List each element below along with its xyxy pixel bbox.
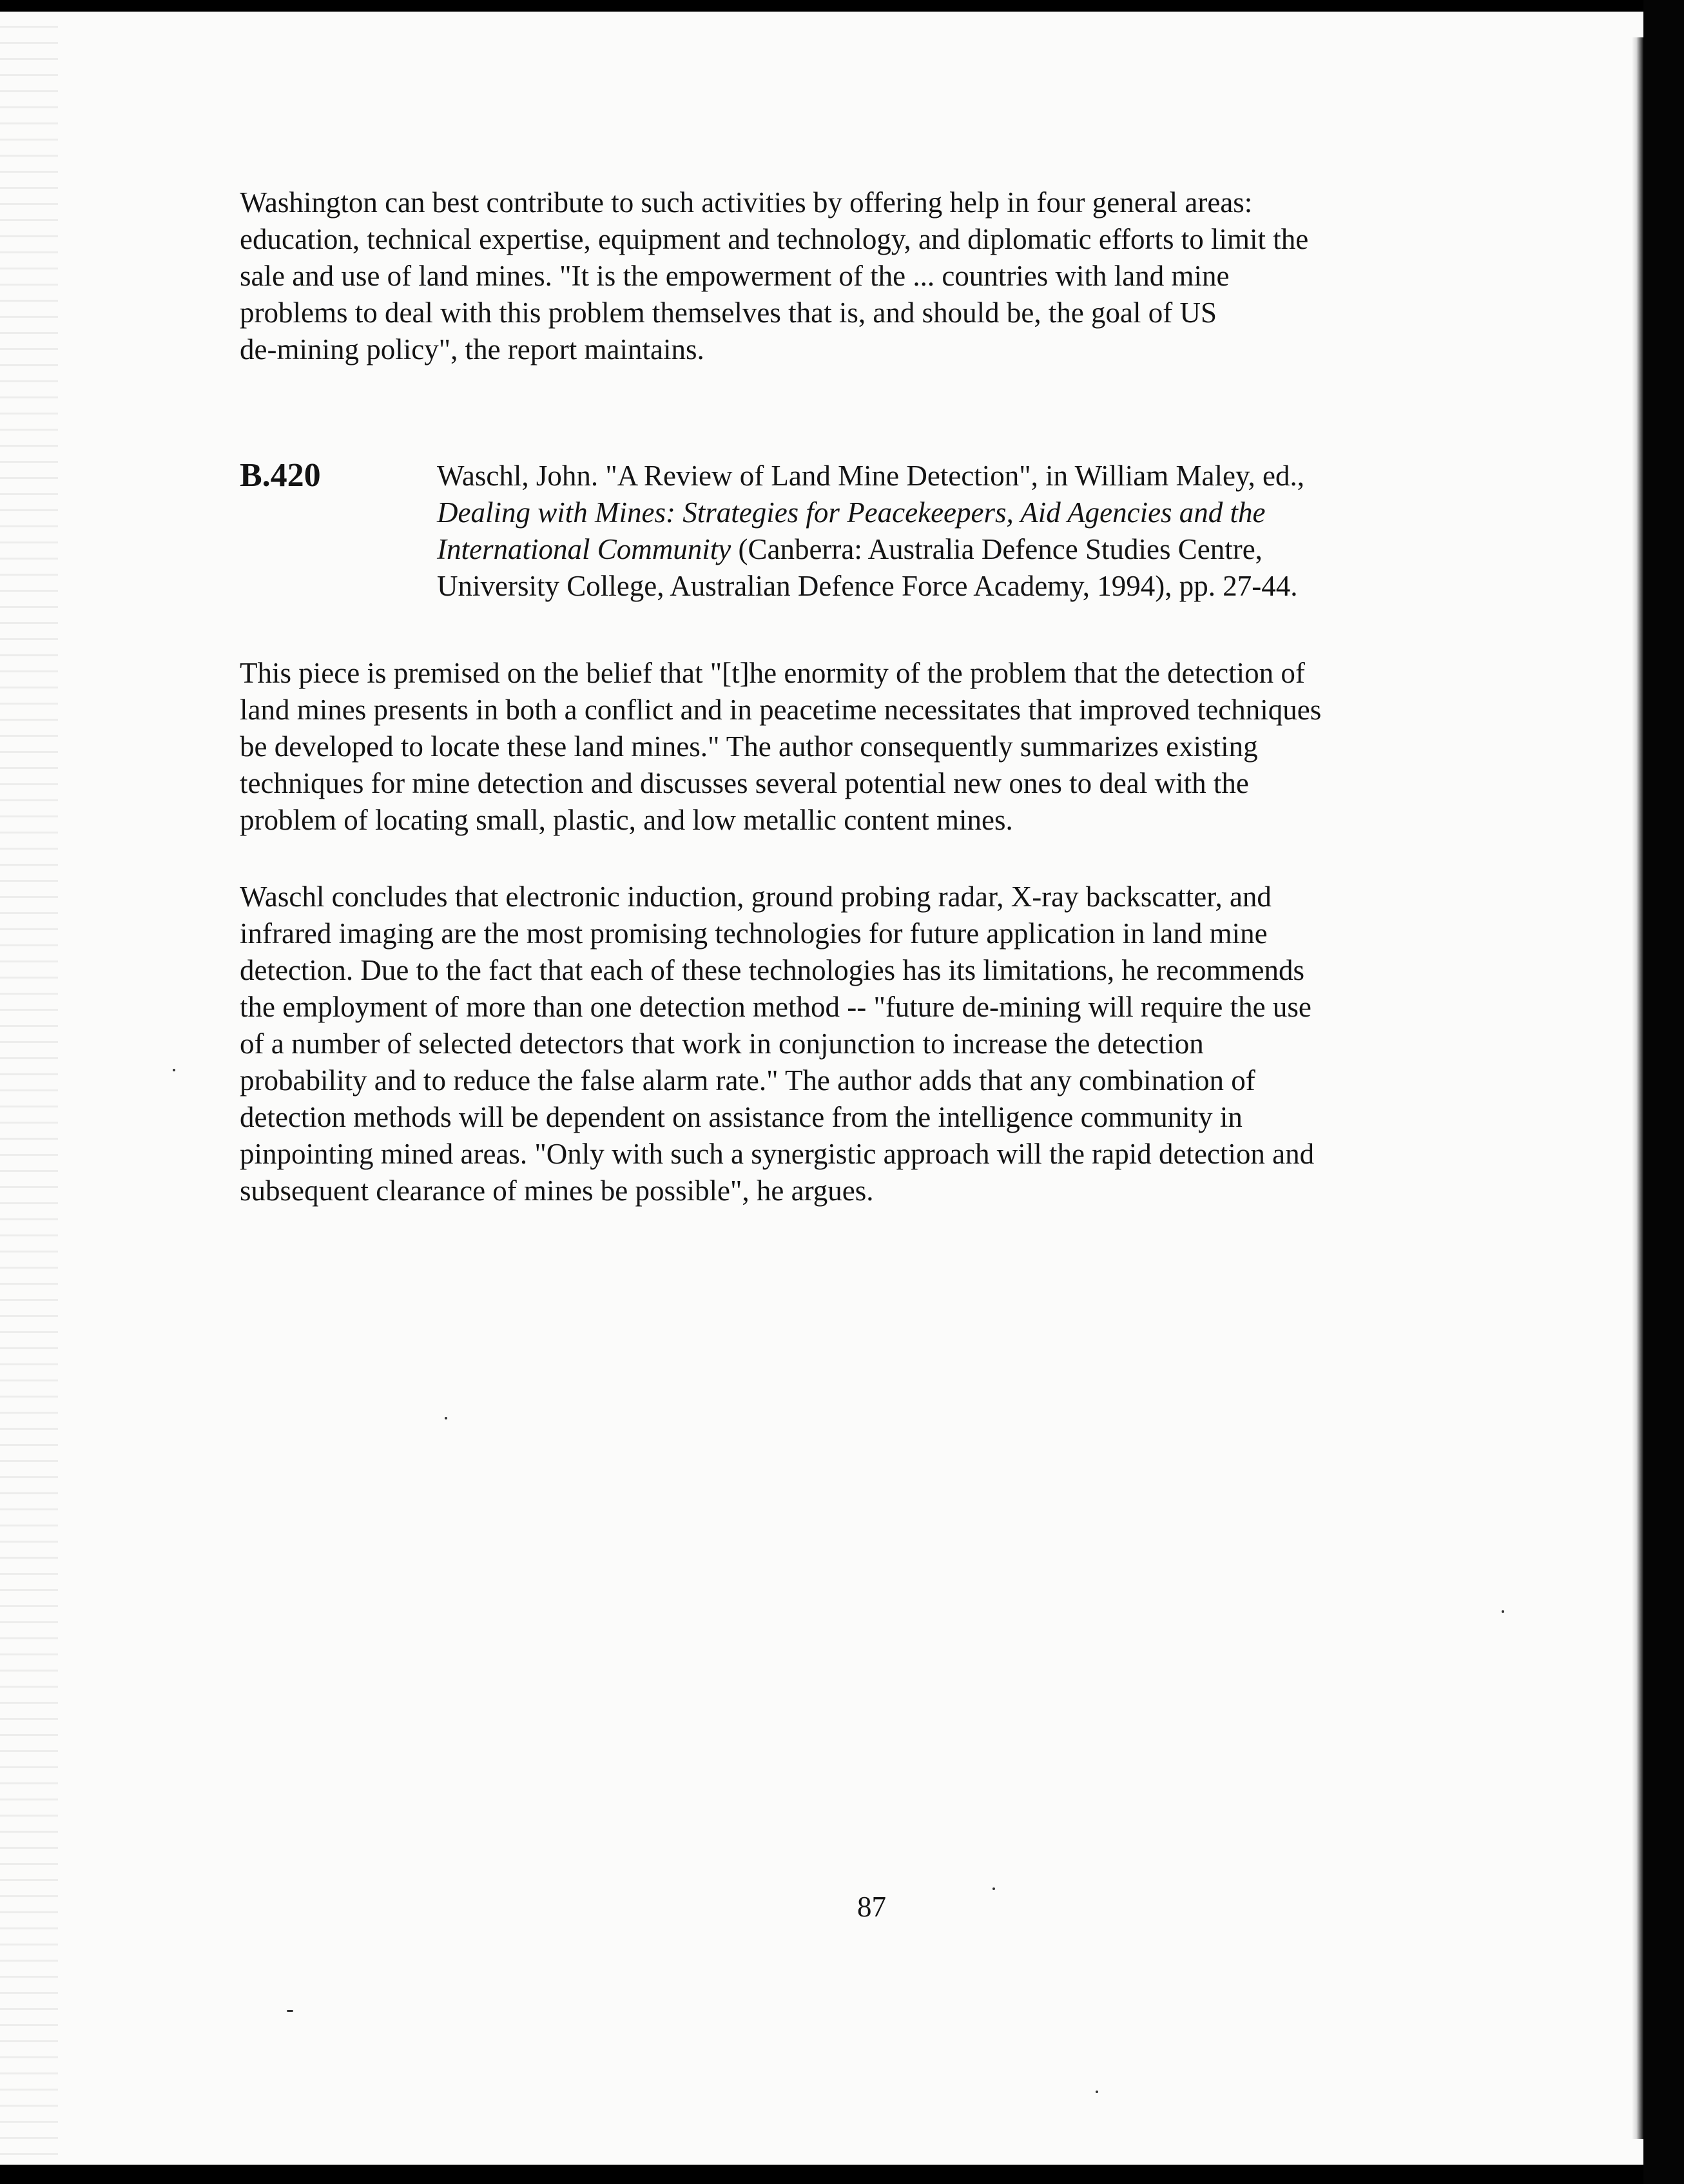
text-line: de-mining policy", the report maintains. <box>240 333 704 366</box>
text-line: subsequent clearance of mines be possible", he argues. <box>240 1175 874 1207</box>
entry-citation <box>437 458 1304 605</box>
book-spine-shadow <box>1632 37 1643 2139</box>
scan-left-edge <box>0 12 58 2165</box>
citation-line <box>437 531 1304 568</box>
scan-speck <box>445 1417 447 1419</box>
page-number: 87 <box>857 1891 886 1923</box>
text-line: pinpointing mined areas. "Only with such a synergistic approach will the rapid detection and <box>240 1138 1315 1170</box>
conclusion-paragraph <box>240 879 1503 1209</box>
scan-speck <box>287 2010 293 2012</box>
scan-speck <box>173 1069 175 1071</box>
entry-number: B.420 <box>240 457 321 494</box>
text-line: education, technical expertise, equipment and technology, and diplomatic efforts to limit the <box>240 223 1309 255</box>
intro-paragraph <box>240 184 1503 368</box>
scan-speck <box>992 1887 995 1890</box>
citation-line: University College, Australian Defence Force Academy, 1994), pp. 27-44. <box>437 570 1298 602</box>
text-line: be developed to locate these land mines." The author consequently summarizes existing <box>240 730 1258 763</box>
text-line: problem of locating small, plastic, and low metallic content mines. <box>240 804 1013 836</box>
citation-book-title-end: International Community <box>437 533 731 565</box>
text-line: Washington can best contribute to such activities by offering help in four general areas: <box>240 186 1253 219</box>
citation-book-title: Dealing with Mines: Strategies for Peacekeepers, Aid Agencies and the <box>437 496 1266 529</box>
text-line: techniques for mine detection and discusses several potential new ones to deal with the <box>240 767 1249 799</box>
text-line: problems to deal with this problem themselves that is, and should be, the goal of US <box>240 297 1217 329</box>
scan-speck <box>1096 2091 1098 2093</box>
text-line: probability and to reduce the false alarm rate." The author adds that any combination of <box>240 1064 1255 1097</box>
text-line: detection. Due to the fact that each of these technologies has its limitations, he recommends <box>240 954 1304 986</box>
text-line: detection methods will be dependent on assistance from the intelligence community in <box>240 1101 1243 1133</box>
summary-paragraph <box>240 655 1503 839</box>
book-spine <box>1643 0 1684 2184</box>
citation-line: Waschl, John. "A Review of Land Mine Detection", in William Maley, ed., <box>437 460 1305 492</box>
text-line: land mines presents in both a conflict and in peacetime necessitates that improved techniques <box>240 694 1322 726</box>
text-line: the employment of more than one detection method -- "future de-mining will require the use <box>240 991 1311 1023</box>
text-line: infrared imaging are the most promising technologies for future application in land mine <box>240 917 1268 950</box>
text-line: This piece is premised on the belief that "[t]he enormity of the problem that the detection of <box>240 657 1305 689</box>
document-page <box>0 12 1643 2165</box>
text-line: sale and use of land mines. "It is the empowerment of the ... countries with land mine <box>240 260 1230 292</box>
text-line: Waschl concludes that electronic induction, ground probing radar, X-ray backscatter, and <box>240 881 1272 913</box>
scan-speck <box>1502 1610 1504 1613</box>
text-line: of a number of selected detectors that work in conjunction to increase the detection <box>240 1028 1204 1060</box>
citation-publisher: (Canberra: Australia Defence Studies Centre, <box>731 533 1263 565</box>
